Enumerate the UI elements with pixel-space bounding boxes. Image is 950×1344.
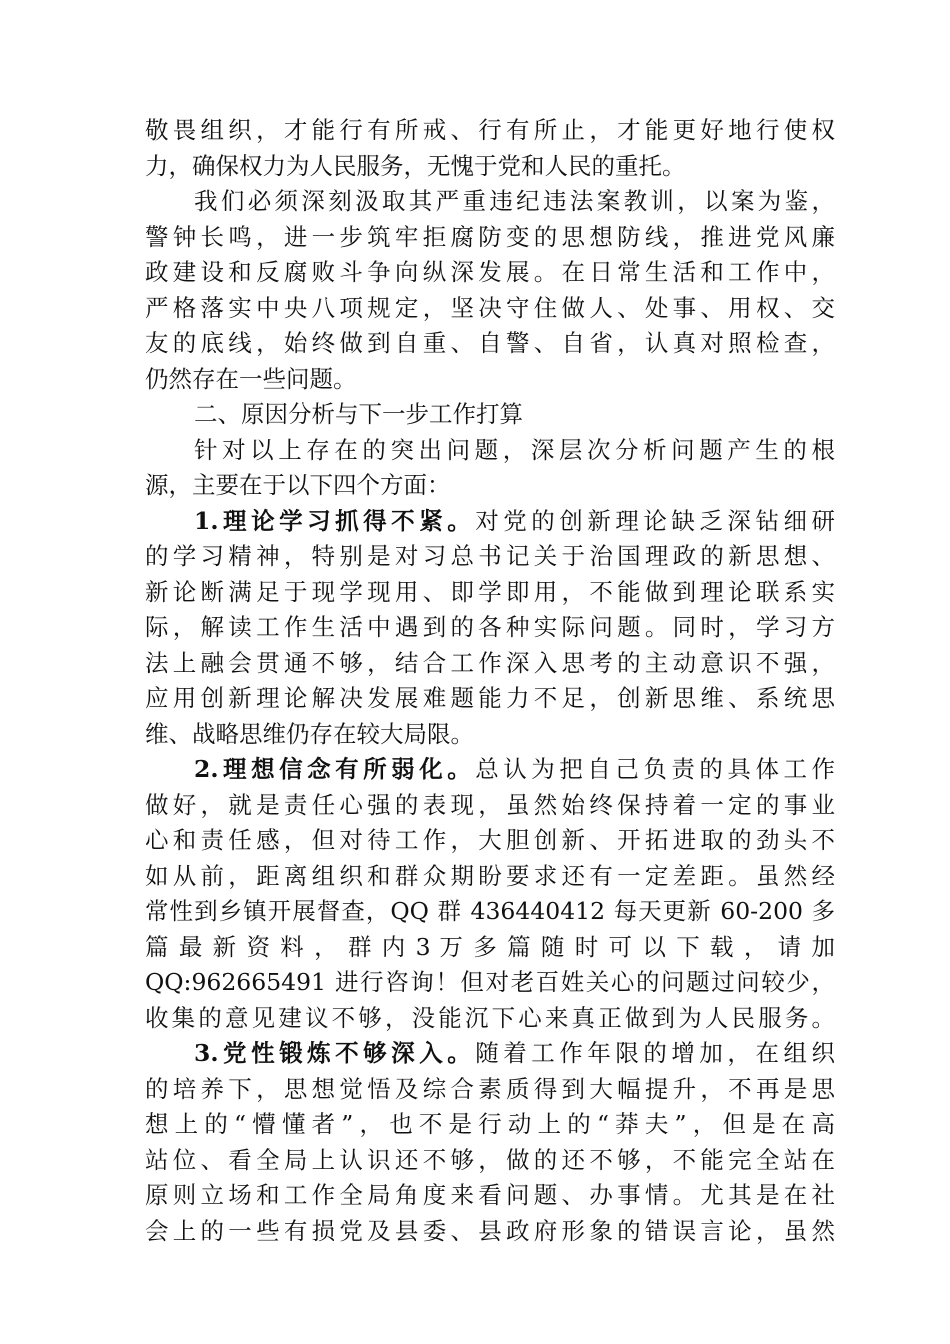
line-text: 常性到乡镇开展督查，QQ 群 436440412 每天更新 60-200 多 [145,897,835,925]
line-text: 如从前，距离组织和群众期盼要求还有一定差距。虽然经 [145,861,835,890]
point-title: 2.理想信念有所弱化。 [194,755,476,783]
line-text: 新论断满足于现学现用、即学即用，不能做到理论联系实 [145,577,835,606]
text-line [145,1143,835,1179]
line-text: 的培养下，思想觉悟及综合素质得到大幅提升，不再是思 [145,1074,835,1103]
point-title: 3.党性锻炼不够深入。 [194,1039,476,1067]
line-text: 友的底线，始终做到自重、自警、自省，认真对照检查， [145,329,835,357]
line-text: 收集的意见建议不够，没能沉下心来真正做到为人民服务。 [145,1003,835,1032]
text-line [145,1072,835,1108]
point-title: 1.理论学习抓得不紧。 [194,506,476,535]
line-text: 维、战略思维仍存在较大局限。 [145,719,474,748]
text-line [145,717,835,753]
text-line [145,184,835,220]
line-text: 源，主要在于以下四个方面： [145,471,451,499]
line-text: 想上的“懵懂者”，也不是行动上的“莽夫”，但是在高 [145,1110,835,1138]
line-text: 严格落实中央八项规定，坚决守住做人、处事、用权、交 [145,293,835,322]
line-text: 心和责任感，但对待工作，大胆创新、开拓进取的劲头不 [145,826,835,854]
line-text: 我们必须深刻汲取其严重违纪违法案教训，以案为鉴， [194,187,835,215]
line-text: 原则立场和工作全局角度来看问题、办事情。尤其是在社 [145,1181,835,1209]
line-text: 随着工作年限的增加，在组织 [475,1039,835,1067]
text-line [145,894,835,930]
line-text: 做好，就是责任心强的表现，虽然始终保持着一定的事业 [145,790,835,819]
line-text: 总认为把自己负责的具体工作 [475,755,835,783]
text-line [145,326,835,362]
line-text: 的学习精神，特别是对习总书记关于治国理政的新思想、 [145,542,835,570]
text-line [145,1001,835,1037]
document-body [145,113,835,1249]
text-line [145,433,835,469]
line-text: 际，解读工作生活中遇到的各种实际问题。同时，学习方 [145,613,835,641]
line-text: 对党的创新理论缺乏深钻细研 [475,506,835,535]
text-line [145,113,835,149]
line-text: 站位、看全局上认识还不够，做的还不够，不能完全站在 [145,1145,835,1174]
text-line [145,646,835,682]
text-line [145,965,835,1001]
text-line [145,149,835,185]
text-line [145,859,835,895]
line-text: 法上融会贯通不够，结合工作深入思考的主动意识不强， [145,648,835,677]
text-line [145,468,835,504]
text-line [145,752,835,788]
line-text: 针对以上存在的突出问题，深层次分析问题产生的根 [194,435,835,464]
text-line [145,1107,835,1143]
line-text: 应用创新理论解决发展难题能力不足，创新思维、系统思 [145,684,835,712]
text-line [145,610,835,646]
text-line [145,681,835,717]
text-line [145,1214,835,1250]
line-text: 仍然存在一些问题。 [145,364,357,393]
line-text: 力，确保权力为人民服务，无愧于党和人民的重托。 [145,151,686,180]
text-line [145,255,835,291]
text-line [145,362,835,398]
line-text: 警钟长鸣，进一步筑牢拒腐防变的思想防线，推进党风廉 [145,222,835,251]
line-text: 篇 最 新 资 料 ， 群 内 3 万 多 篇 随 时 可 以 下 载 ， 请 加 [145,932,835,961]
text-line [145,504,835,540]
text-line [145,539,835,575]
section-heading [145,397,835,433]
line-text: 敬畏组织，才能行有所戒、行有所止，才能更好地行使权 [145,116,835,144]
text-line [145,575,835,611]
text-line [145,823,835,859]
text-line [145,220,835,256]
text-line [145,1178,835,1214]
text-line [145,930,835,966]
text-line [145,291,835,327]
line-text: 会上的一些有损党及县委、县政府形象的错误言论，虽然 [145,1216,835,1245]
text-line [145,1036,835,1072]
line-text: 政建设和反腐败斗争向纵深发展。在日常生活和工作中， [145,258,835,286]
text-line [145,788,835,824]
line-text: 二、原因分析与下一步工作打算 [194,400,523,428]
line-text: QQ:962665491 进行咨询！但对老百姓关心的问题过问较少， [145,968,835,996]
